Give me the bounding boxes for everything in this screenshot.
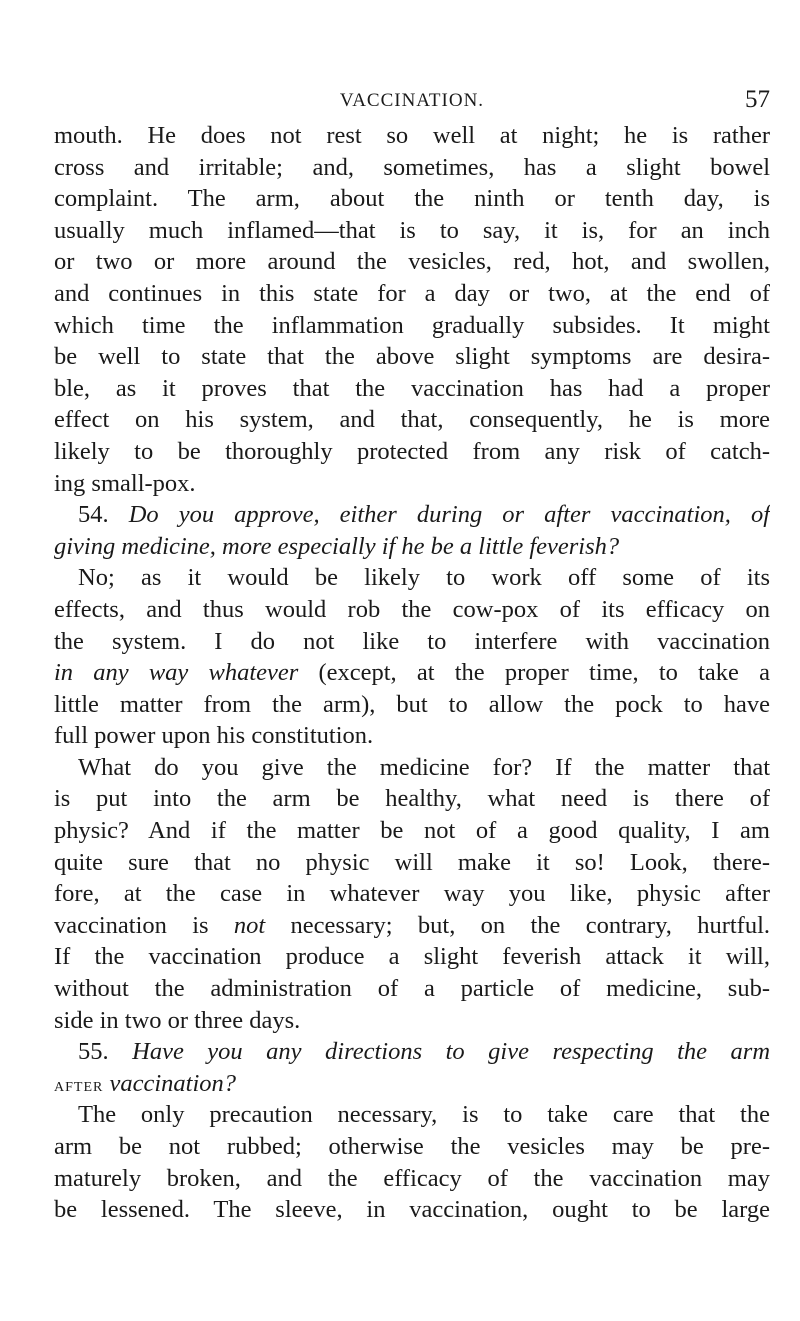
paragraph-line: the system. I do not like to interfere with vaccination xyxy=(54,627,770,655)
paragraph-line: or two or more around the vesicles, red, hot, and swollen, xyxy=(54,248,770,276)
question-text: giving medicine, more especially if he be a little feverish? xyxy=(54,532,620,560)
paragraph-line: full power upon his constitution. xyxy=(54,722,374,750)
paragraph-line: No; as it would be likely to work off some of its xyxy=(78,564,770,592)
emphasis-text: in any way whatever xyxy=(54,659,299,687)
paragraph-line: physic? And if the matter be not of a good quality, I am xyxy=(54,817,770,845)
paragraph-line: If the vaccination produce a slight feverish attack it will, xyxy=(54,943,770,971)
question-number: 54. xyxy=(78,501,109,529)
answer-54-paragraph-1-end xyxy=(54,689,770,752)
question-line xyxy=(54,1068,770,1100)
paragraph-line: arm be not rubbed; otherwise the vesicles may be pre- xyxy=(54,1133,770,1160)
smallcaps-text: after xyxy=(54,1073,104,1096)
paragraph-line: be lessened. The sleeve, in vaccination, ought to be large xyxy=(54,1196,770,1224)
paragraph-line: likely to be thoroughly protected from any risk of catch- xyxy=(54,437,770,465)
text-span: necessary; but, on the contrary, hurtful. xyxy=(265,911,770,939)
question-text: Do you approve, either during or after vaccination, of xyxy=(128,501,770,529)
paragraph-line: maturely broken, and the efficacy of the vaccination may xyxy=(54,1164,770,1192)
page-number: 57 xyxy=(745,86,770,113)
paragraph-line: usually much inflamed—that is to say, it is, for an inch xyxy=(54,216,770,244)
question-55 xyxy=(54,1036,770,1099)
paragraph-line xyxy=(54,657,770,689)
question-text: Have you any directions to give respecting the arm xyxy=(132,1038,770,1066)
answer-54-paragraph-2 xyxy=(54,752,770,910)
question-number: 55. xyxy=(78,1038,109,1066)
paragraph-line: cross and irritable; and, sometimes, has a slight bowel xyxy=(54,153,770,181)
paragraph-line: effect on his system, and that, consequently, he is more xyxy=(54,406,770,434)
question-text: vaccination? xyxy=(103,1069,237,1097)
text-span: vaccination is xyxy=(54,911,234,939)
paragraph-line: What do you give the medicine for? If the matter that xyxy=(78,753,770,781)
paragraph-line xyxy=(54,910,770,942)
answer-54-paragraph-1 xyxy=(54,562,770,657)
question-54 xyxy=(54,499,770,562)
body-text xyxy=(54,120,770,1226)
paragraph-line: ble, as it proves that the vaccination has had a proper xyxy=(54,374,770,402)
paragraph-line: side in two or three days. xyxy=(54,1006,301,1034)
question-line xyxy=(54,1036,770,1068)
paragraph-line: without the administration of a particle of medicine, sub- xyxy=(54,975,770,1003)
paragraph-line: ing small-pox. xyxy=(54,469,196,497)
paragraph-line: The only precaution necessary, is to take care that the xyxy=(78,1101,770,1129)
paragraph-line: which time the inflammation gradually subsides. It might xyxy=(54,311,770,339)
question-line xyxy=(54,499,770,531)
paragraph-line: effects, and thus would rob the cow-pox of its efficacy on xyxy=(54,595,770,623)
paragraph-line: mouth. He does not rest so well at night; he is rather xyxy=(54,122,770,149)
paragraph-line: quite sure that no physic will make it so! Look, there- xyxy=(54,848,770,876)
running-head: VACCINATION. xyxy=(339,90,485,111)
answer-55-paragraph xyxy=(54,1099,770,1225)
text-span: (except, at the proper time, to take a xyxy=(298,659,770,687)
paragraph-line: is put into the arm be healthy, what need is there of xyxy=(54,785,770,813)
paragraph-line: be well to state that the above slight symptoms are desira- xyxy=(54,343,770,371)
emphasis-text: not xyxy=(233,911,266,939)
page-header xyxy=(54,88,770,118)
answer-54-paragraph-2-end xyxy=(54,941,770,1036)
paragraph-line: and continues in this state for a day or two, at the end of xyxy=(54,279,770,307)
paragraph-line: little matter from the arm), but to allow the pock to have xyxy=(54,690,770,718)
continuation-paragraph xyxy=(54,120,770,499)
paragraph-line: fore, at the case in whatever way you like, physic after xyxy=(54,880,770,908)
paragraph-line: complaint. The arm, about the ninth or tenth day, is xyxy=(54,185,770,213)
